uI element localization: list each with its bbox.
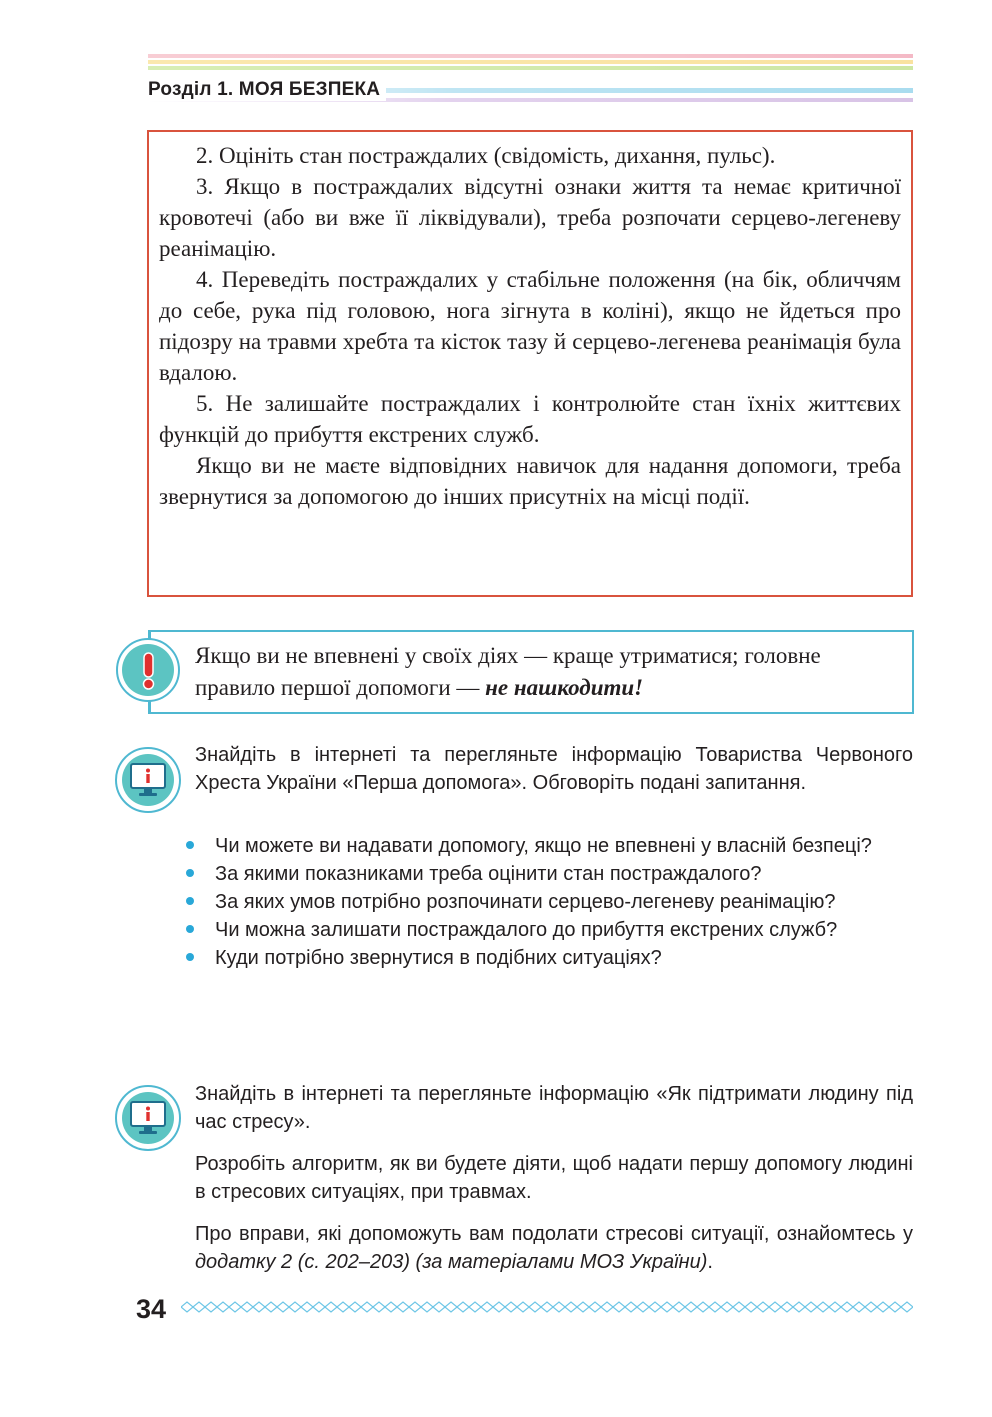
exclamation-icon [122,644,174,696]
info-monitor-icon [122,1092,174,1144]
task2-paragraph-3 [195,1220,913,1276]
task1-intro: Знайдіть в інтернеті та перегляньте інформацію Товариства Червоного Хреста України «Перша допомога». Обговоріть подані запитання. [195,744,913,794]
stripe-green [148,66,913,70]
question-item: Чи можете ви надавати допомогу, якщо не впевнені у власній безпеці? [185,832,913,860]
question-item: За якими показниками треба оцінити стан постраждалого? [185,860,913,888]
warning-text-plain: Якщо ви не впевнені у своїх діях — краще утриматися; головне правило першої допомоги — [195,643,821,700]
step-4: 4. Переведіть постраждалих у стабільне положення (на бік, обличчям до себе, рука під головою, нога зігнута в коліні), якщо не йдеться про підозру на травми хребта та кісток тазу й серцево-легенева реанімація була вдалою. [159,267,901,385]
task2-paragraph-1: Знайдіть в інтернеті та перегляньте інформацію «Як підтримати людину під час стресу». [195,1083,913,1133]
info-icon-ring [115,1085,181,1151]
chapter-title: Розділ 1. МОЯ БЕЗПЕКА [148,79,386,101]
question-item: За яких умов потрібно розпочинати серцево-легеневу реанімацію? [185,888,913,916]
question-item: Куди потрібно звернутися в подібних ситуаціях? [185,944,913,972]
advice-paragraph: Якщо ви не маєте відповідних навичок для надання допомоги, треба звернутися за допомогою до інших присутніх на місці події. [159,453,901,509]
footer-zigzag-ornament [181,1300,913,1314]
first-aid-steps-text [159,140,901,512]
step-3: 3. Якщо в постраждалих відсутні ознаки життя та немає критичної кровотечі (або ви вже її ліквідували), треба розпочати серцево-легеневу реанімацію. [159,174,901,261]
warning-text-emphasis: не нашкодити! [485,675,644,700]
task2-p3-end: . [707,1251,713,1273]
task2-text [195,1080,913,1290]
info-icon-ring [115,747,181,813]
warning-text [195,640,905,704]
task2-paragraph-2: Розробіть алгоритм, як ви будете діяти, щоб надати першу допомогу людині в стресових ситуаціях, при травмах. [195,1153,913,1203]
info-monitor-icon [122,754,174,806]
appendix-reference: додатку 2 (с. 202–203) (за матеріалами МОЗ України) [195,1251,708,1273]
task2-p3-start: Про вправи, які допоможуть вам подолати стресові ситуації, ознайомтесь у [195,1223,913,1245]
stripe-pink [148,54,913,58]
step-5: 5. Не залишайте постраждалих і контролюйте стан їхніх життєвих функцій до прибуття екстрених служб. [159,391,901,447]
question-item: Чи можна залишати постраждалого до прибуття екстрених служб? [185,916,913,944]
stripe-yellow [148,60,913,64]
step-2: 2. Оцініть стан постраждалих (свідомість, дихання, пульс). [196,143,776,168]
page-number: 34 [136,1294,167,1324]
task1-questions [185,832,913,972]
